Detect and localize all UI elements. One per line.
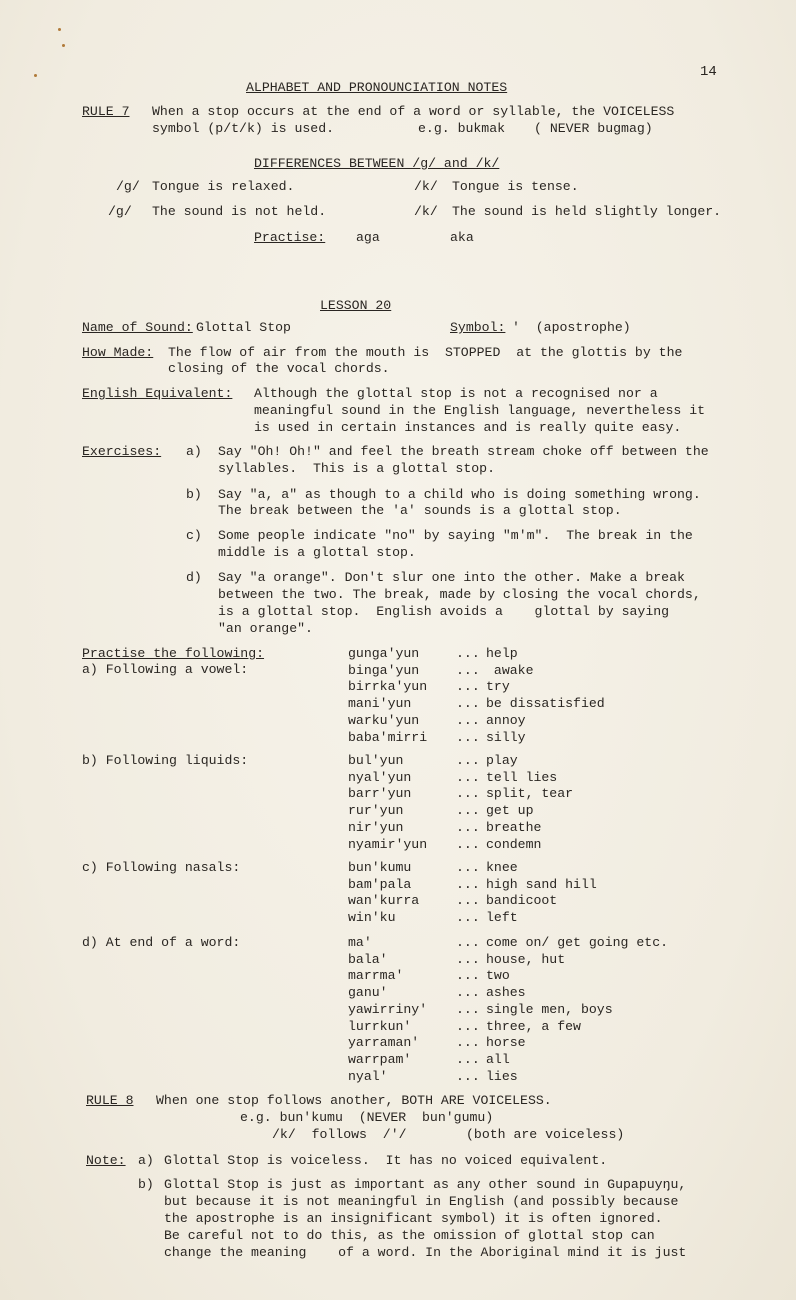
symbol-label: Symbol: (450, 320, 506, 335)
word-item: ma' (348, 935, 372, 950)
word-gloss: come on/ get going etc. (486, 935, 669, 950)
rule8-line3: /k/ follows /'/ (272, 1127, 407, 1142)
word-item: yarraman' (348, 1035, 420, 1051)
word-gloss: house, hut (486, 951, 566, 967)
page-heading: ALPHABET AND PRONOUNCIATION NOTES (246, 80, 508, 95)
note-a-text: Glottal Stop is voiceless. It has no voiced equivalent. (164, 1153, 608, 1168)
rule7-label: RULE 7 (82, 104, 130, 119)
differences-title: DIFFERENCES BETWEEN /g/ and /k/ (254, 156, 500, 171)
word-leader-dots: ... (456, 712, 480, 728)
word-gloss: breathe (486, 819, 542, 835)
word-leader-dots: ... (456, 893, 480, 909)
word-gloss: bandicoot (486, 893, 558, 909)
word-leader-dots: ... (456, 729, 480, 745)
exercise-mark: a) (186, 444, 202, 459)
rule8-line1: When one stop follows another, BOTH ARE VOICELESS. (156, 1093, 552, 1108)
word-leader-dots: ... (456, 860, 480, 875)
word-gloss: be dissatisfied (486, 696, 605, 712)
english-equivalent-line: is used in certain instances and is really quite easy. (254, 420, 682, 435)
word-gloss: try (486, 679, 510, 695)
diff-g-text: The sound is not held. (152, 204, 327, 219)
diff-g-symbol: /g/ (116, 179, 140, 194)
word-item: rur'yun (348, 803, 404, 819)
word-leader-dots: ... (456, 646, 480, 661)
note-b-line: change the meaning of a word. In the Aboriginal mind it is just (164, 1245, 687, 1260)
rule7-example: e.g. bukmak (418, 121, 506, 136)
word-leader-dots: ... (456, 753, 480, 768)
diff-g-symbol: /g/ (108, 204, 132, 219)
word-gloss: three, a few (486, 1018, 581, 1034)
word-item: marrma' (348, 968, 404, 984)
word-leader-dots: ... (456, 951, 480, 967)
rule7-never: ( NEVER bugmag) (534, 121, 653, 136)
stain-dot (34, 74, 37, 77)
english-equivalent-line: meaningful sound in the English language, nevertheless it (254, 403, 706, 418)
word-gloss: high sand hill (486, 876, 597, 892)
word-item: warrpam' (348, 1051, 412, 1067)
practise-aga: aga (356, 230, 380, 245)
exercises-label: Exercises: (82, 444, 162, 459)
word-group-label: c) Following nasals: (82, 860, 241, 875)
word-leader-dots: ... (456, 910, 480, 926)
word-leader-dots: ... (456, 985, 480, 1001)
exercise-line: Say "a orange". Don't slur one into the other. Make a break (218, 570, 685, 585)
note-b-line: the apostrophe is an insignificant symbol) it is often ignored. (164, 1211, 663, 1226)
word-item: nyal'yun (348, 769, 412, 785)
exercise-mark: d) (186, 570, 202, 585)
stain-dot (62, 44, 65, 47)
word-item: lurrkun' (348, 1018, 412, 1034)
word-gloss: lies (486, 1068, 518, 1084)
exercise-line: Say "Oh! Oh!" and feel the breath stream choke off between the (218, 444, 709, 459)
note-a-mark: a) (138, 1153, 154, 1168)
note-b-line: Glottal Stop is just as important as any other sound in Gupapuyŋu, (164, 1177, 687, 1192)
word-group-label: a) Following a vowel: (82, 662, 249, 677)
word-item: bala' (348, 951, 388, 967)
word-item: wan'kurra (348, 893, 420, 909)
word-gloss: awake (486, 662, 534, 678)
word-leader-dots: ... (456, 1001, 480, 1017)
symbol-value: ' (apostrophe) (512, 320, 631, 335)
exercise-line: syllables. This is a glottal stop. (218, 461, 495, 476)
word-item: bul'yun (348, 753, 404, 768)
practise-aka: aka (450, 230, 474, 245)
word-leader-dots: ... (456, 679, 480, 695)
word-leader-dots: ... (456, 935, 480, 950)
word-gloss: help (486, 646, 518, 661)
word-item: nyamir'yun (348, 836, 428, 852)
exercise-line: between the two. The break, made by closing the vocal chords, (218, 587, 701, 602)
word-item: bam'pala (348, 876, 412, 892)
stain-dot (58, 28, 61, 31)
rule7-line2: symbol (p/t/k) is used. (152, 121, 335, 136)
word-item: ganu' (348, 985, 388, 1001)
word-gloss: left (486, 910, 518, 926)
diff-g-text: Tongue is relaxed. (152, 179, 295, 194)
practise-label: Practise: (254, 230, 326, 245)
how-made-line1: The flow of air from the mouth is STOPPED at the glottis by the (168, 345, 683, 360)
diff-k-text: Tongue is tense. (452, 179, 579, 194)
word-leader-dots: ... (456, 819, 480, 835)
rule7-line1: When a stop occurs at the end of a word or syllable, the VOICELESS (152, 104, 675, 119)
word-leader-dots: ... (456, 876, 480, 892)
word-gloss: split, tear (486, 786, 574, 802)
exercise-line: "an orange". (218, 621, 313, 636)
word-item: bun'kumu (348, 860, 412, 875)
word-leader-dots: ... (456, 786, 480, 802)
word-gloss: two (486, 968, 510, 984)
word-gloss: knee (486, 860, 518, 875)
word-gloss: get up (486, 803, 534, 819)
exercise-mark: b) (186, 487, 202, 502)
word-gloss: ashes (486, 985, 526, 1001)
word-item: yawirriny' (348, 1001, 428, 1017)
rule8-line3b: (both are voiceless) (466, 1127, 625, 1142)
word-item: nyal' (348, 1068, 388, 1084)
word-gloss: condemn (486, 836, 542, 852)
word-leader-dots: ... (456, 1051, 480, 1067)
english-equivalent-line: Although the glottal stop is not a recognised nor a (254, 386, 658, 401)
word-item: binga'yun (348, 662, 420, 678)
word-item: warku'yun (348, 712, 420, 728)
word-item: baba'mirri (348, 729, 428, 745)
exercise-mark: c) (186, 528, 202, 543)
name-of-sound-value: Glottal Stop (196, 320, 291, 335)
word-item: mani'yun (348, 696, 412, 712)
word-group-label: b) Following liquids: (82, 753, 249, 768)
how-made-line2: closing of the vocal chords. (168, 361, 390, 376)
exercise-line: The break between the 'a' sounds is a glottal stop. (218, 503, 622, 518)
word-item: win'ku (348, 910, 396, 926)
name-of-sound-label: Name of Sound: (82, 320, 193, 335)
exercise-line: Some people indicate "no" by saying "m'm". The break in the (218, 528, 693, 543)
word-leader-dots: ... (456, 1035, 480, 1051)
practise-following-title: Practise the following: (82, 646, 265, 661)
word-item: birrka'yun (348, 679, 428, 695)
page-number: 14 (700, 64, 717, 80)
note-b-line: Be careful not to do this, as the omission of glottal stop can (164, 1228, 655, 1243)
note-label: Note: (86, 1153, 126, 1168)
word-gloss: single men, boys (486, 1001, 613, 1017)
diff-k-symbol: /k/ (414, 179, 438, 194)
diff-k-symbol: /k/ (414, 204, 438, 219)
exercise-line: middle is a glottal stop. (218, 545, 416, 560)
diff-k-text: The sound is held slightly longer. (452, 204, 722, 219)
exercise-line: Say "a, a" as though to a child who is doing something wrong. (218, 487, 701, 502)
word-gloss: horse (486, 1035, 526, 1051)
rule8-label: RULE 8 (86, 1093, 134, 1108)
word-gloss: tell lies (486, 769, 558, 785)
word-leader-dots: ... (456, 836, 480, 852)
word-gloss: silly (486, 729, 526, 745)
lesson-title: LESSON 20 (320, 298, 392, 313)
word-leader-dots: ... (456, 803, 480, 819)
word-gloss: annoy (486, 712, 526, 728)
exercise-line: is a glottal stop. English avoids a glottal by saying (218, 604, 670, 619)
word-leader-dots: ... (456, 1018, 480, 1034)
word-item: barr'yun (348, 786, 412, 802)
word-gloss: all (486, 1051, 510, 1067)
word-item: gunga'yun (348, 646, 420, 661)
word-leader-dots: ... (456, 1068, 480, 1084)
note-b-line: but because it is not meaningful in English (and possibly because (164, 1194, 679, 1209)
english-equivalent-label: English Equivalent: (82, 386, 233, 401)
rule8-line2: e.g. bun'kumu (NEVER bun'gumu) (240, 1110, 494, 1125)
word-leader-dots: ... (456, 769, 480, 785)
word-item: nir'yun (348, 819, 404, 835)
note-b-mark: b) (138, 1177, 154, 1192)
word-leader-dots: ... (456, 662, 480, 678)
how-made-label: How Made: (82, 345, 154, 360)
word-gloss: play (486, 753, 518, 768)
word-leader-dots: ... (456, 968, 480, 984)
word-leader-dots: ... (456, 696, 480, 712)
word-group-label: d) At end of a word: (82, 935, 241, 950)
